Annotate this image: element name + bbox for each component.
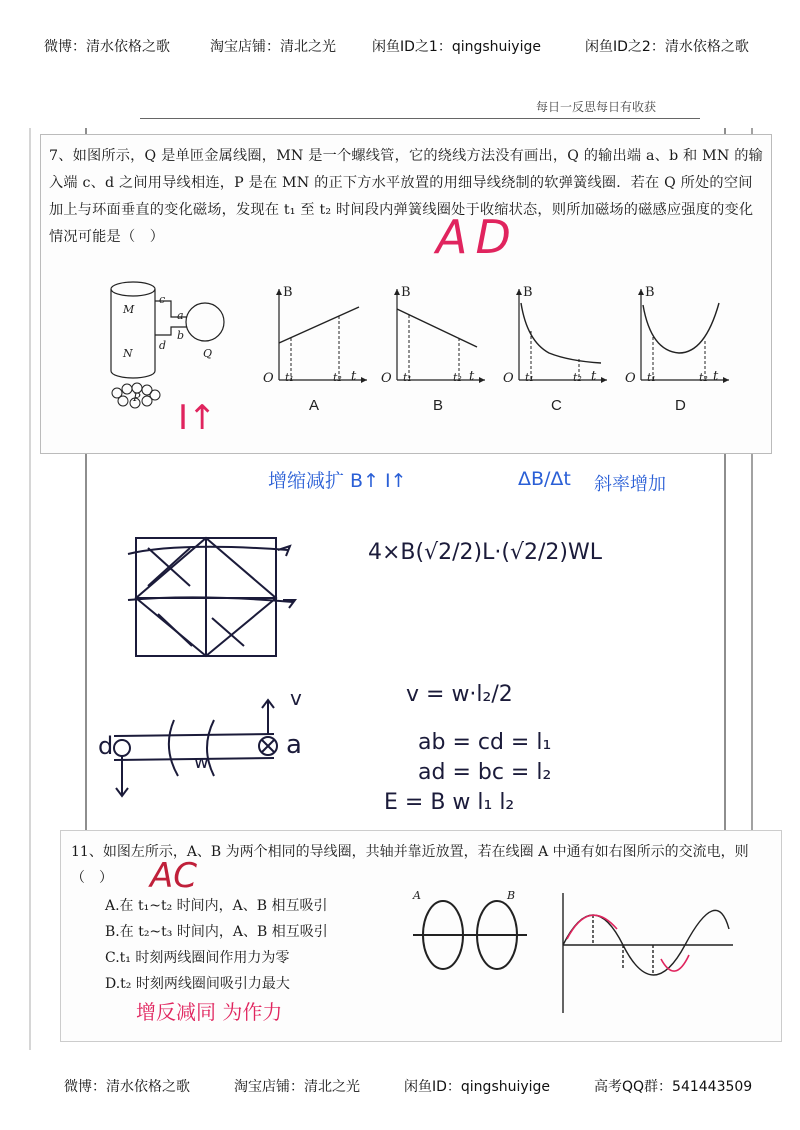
coil-b-label: B — [507, 889, 516, 902]
graph-D-label: D — [675, 397, 686, 414]
graph-C-t2: t₂ — [573, 371, 582, 384]
graph-C-yaxis: B — [523, 285, 533, 300]
graph-A-xaxis: t — [351, 369, 357, 384]
handwritten-loop-sketch — [118, 528, 318, 668]
handwritten-w-label: w — [194, 752, 209, 773]
label-c: c — [159, 293, 166, 306]
footer-bar — [0, 1072, 800, 1102]
coil-a-label: A — [413, 889, 421, 902]
question-11-option-a: A.在 t₁~t₂ 时间内，A、B 相互吸引 — [105, 898, 328, 914]
graph-C-label: C — [551, 397, 562, 414]
current-waveform-figure — [549, 889, 739, 1019]
footer-xianyu: 闲鱼ID：qingshuiyige — [404, 1079, 551, 1095]
graph-C-t1: t₁ — [525, 371, 534, 384]
label-M: M — [123, 303, 135, 316]
handwritten-v-label: v — [290, 686, 302, 710]
graph-C-xaxis: t — [591, 369, 597, 384]
graph-A-origin: O — [263, 371, 274, 386]
question-7-text: 7、如图所示，Q 是单匝金属线圈，MN 是一个螺线管，它的绕线方法没有画出，Q 的输出端 a、b 和 MN 的输入端 c、d 之间用导线相连，P 是在 MN 的正下方水平放置的用细导线绕制的软弹簧线圈．若在 Q 所处的空间加上与环面垂直的变化磁场，发现在 t₁ 至 t₂ 时间段内弹簧线圈处于收缩状态，则所加磁场的磁感应强度的变化情况可能是（ ） — [49, 148, 763, 245]
question-11-option-b: B.在 t₂~t₃ 时间内，A、B 相互吸引 — [105, 924, 328, 940]
handwritten-note-blue: 增缩减扩 B↑ I↑ — [268, 470, 407, 492]
handwritten-rate: ΔB/Δt — [518, 468, 571, 490]
solenoid-figure — [101, 275, 251, 415]
graph-B-xaxis: t — [469, 369, 475, 384]
coils-figure — [411, 891, 531, 981]
header-xianyu2: 闲鱼ID之2：清水依格之歌 — [585, 39, 749, 55]
graph-D-yaxis: B — [645, 285, 655, 300]
label-P: P — [133, 391, 141, 404]
graph-A-t1: t₁ — [285, 371, 294, 384]
label-d: d — [159, 339, 167, 352]
graph-D-xaxis: t — [713, 369, 719, 384]
handwritten-q11-note: 增反减同 为作力 — [136, 1000, 283, 1024]
handwritten-formula2: v = w·l₂/2 — [406, 682, 513, 707]
question-11-option-d: D.t₂ 时刻两线圈间吸引力最大 — [105, 976, 290, 992]
header-motto: 每日一反思每日有收获 — [536, 100, 657, 114]
label-a: a — [177, 309, 184, 322]
handwritten-current-up: I↑ — [178, 398, 217, 438]
graph-B-origin: O — [381, 371, 392, 386]
label-Q: Q — [203, 347, 213, 360]
footer-taobao: 淘宝店铺：清北之光 — [234, 1079, 360, 1095]
graph-A-yaxis: B — [283, 285, 293, 300]
graph-A-label: A — [309, 397, 320, 414]
handwritten-d-label: d — [98, 732, 114, 760]
graph-C-origin: O — [503, 371, 514, 386]
label-N: N — [123, 347, 133, 360]
graph-B-t2: t₂ — [453, 371, 462, 384]
handwritten-answer-q11: AC — [150, 856, 197, 896]
question-7-card — [40, 134, 772, 454]
graph-B-label: B — [433, 397, 444, 414]
question-11-option-c: C.t₁ 时刻两线圈间作用力为零 — [105, 950, 290, 966]
handwritten-answer-q7: AD — [436, 210, 519, 264]
handwritten-eq-ad: ad = bc = l₂ — [418, 760, 552, 785]
graph-B-t1: t₁ — [403, 371, 412, 384]
header-xianyu1: 闲鱼ID之1：qingshuiyige — [372, 39, 541, 55]
graph-D-t2: t₂ — [699, 371, 708, 384]
handwritten-eq-ab: ab = cd = l₁ — [418, 730, 552, 755]
graph-D-origin: O — [625, 371, 636, 386]
header-taobao: 淘宝店铺：清北之光 — [210, 39, 336, 55]
handwritten-formula1: 4×B(√2/2)L·(√2/2)WL — [368, 540, 602, 565]
footer-qq: 高考QQ群：541443509 — [594, 1079, 753, 1095]
handwritten-eq-E: E = B w l₁ l₂ — [384, 790, 515, 815]
question-11-stem: 11、如图左所示，A、B 为两个相同的导线圈，共轴并靠近放置，若在线圈 A 中通有如右图所示的交流电，则（ ） — [71, 844, 749, 886]
footer-weibo: 微博：清水依格之歌 — [64, 1079, 190, 1095]
graph-D-t1: t₁ — [647, 371, 656, 384]
handwritten-note-blue2: 斜率增加 — [594, 474, 666, 495]
header-weibo: 微博：清水依格之歌 — [44, 39, 170, 55]
graph-B-yaxis: B — [401, 285, 411, 300]
graph-A-t2: t₂ — [333, 371, 342, 384]
handwritten-a-label: a — [286, 730, 302, 760]
label-b: b — [177, 329, 185, 342]
